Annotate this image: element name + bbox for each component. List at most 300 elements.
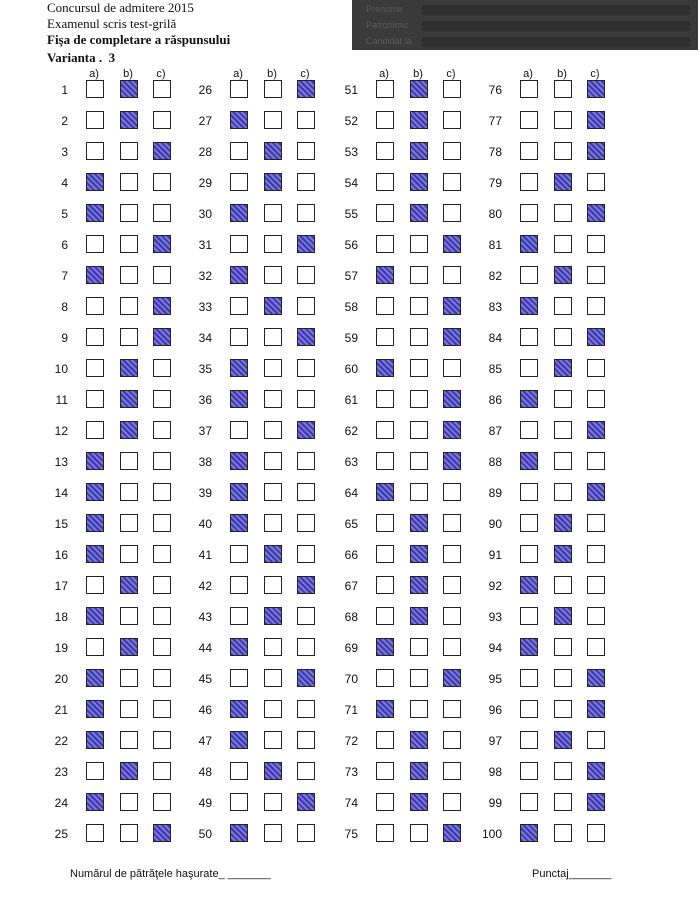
answer-checkbox-b[interactable] bbox=[554, 576, 572, 594]
answer-checkbox-a[interactable] bbox=[230, 576, 248, 594]
answer-checkbox-c[interactable] bbox=[587, 824, 605, 842]
answer-checkbox-b[interactable] bbox=[264, 824, 282, 842]
answer-checkbox-c[interactable] bbox=[153, 483, 171, 501]
answer-checkbox-c[interactable] bbox=[297, 266, 315, 284]
answer-checkbox-a[interactable] bbox=[86, 297, 104, 315]
answer-checkbox-c[interactable] bbox=[297, 452, 315, 470]
answer-checkbox-a[interactable] bbox=[86, 700, 104, 718]
answer-checkbox-c[interactable] bbox=[443, 204, 461, 222]
answer-checkbox-a[interactable] bbox=[86, 359, 104, 377]
answer-checkbox-a[interactable] bbox=[520, 359, 538, 377]
answer-checkbox-a[interactable] bbox=[230, 390, 248, 408]
answer-checkbox-c[interactable] bbox=[443, 452, 461, 470]
answer-checkbox-c[interactable] bbox=[153, 607, 171, 625]
answer-checkbox-b[interactable] bbox=[264, 762, 282, 780]
answer-checkbox-c[interactable] bbox=[443, 297, 461, 315]
answer-checkbox-a[interactable] bbox=[230, 328, 248, 346]
answer-checkbox-b[interactable] bbox=[264, 359, 282, 377]
answer-checkbox-b[interactable] bbox=[120, 111, 138, 129]
answer-checkbox-a[interactable] bbox=[520, 514, 538, 532]
answer-checkbox-b[interactable] bbox=[410, 80, 428, 98]
answer-checkbox-c[interactable] bbox=[297, 731, 315, 749]
answer-checkbox-a[interactable] bbox=[376, 576, 394, 594]
answer-checkbox-c[interactable] bbox=[443, 483, 461, 501]
answer-checkbox-b[interactable] bbox=[554, 80, 572, 98]
answer-checkbox-b[interactable] bbox=[264, 111, 282, 129]
answer-checkbox-b[interactable] bbox=[410, 545, 428, 563]
answer-checkbox-b[interactable] bbox=[410, 607, 428, 625]
answer-checkbox-b[interactable] bbox=[264, 142, 282, 160]
answer-checkbox-a[interactable] bbox=[520, 669, 538, 687]
answer-checkbox-a[interactable] bbox=[86, 793, 104, 811]
answer-checkbox-c[interactable] bbox=[587, 607, 605, 625]
answer-checkbox-b[interactable] bbox=[264, 638, 282, 656]
answer-checkbox-c[interactable] bbox=[587, 793, 605, 811]
answer-checkbox-b[interactable] bbox=[554, 204, 572, 222]
answer-checkbox-c[interactable] bbox=[587, 514, 605, 532]
answer-checkbox-a[interactable] bbox=[376, 452, 394, 470]
answer-checkbox-a[interactable] bbox=[230, 297, 248, 315]
answer-checkbox-b[interactable] bbox=[554, 173, 572, 191]
answer-checkbox-a[interactable] bbox=[376, 359, 394, 377]
answer-checkbox-a[interactable] bbox=[230, 793, 248, 811]
answer-checkbox-c[interactable] bbox=[443, 359, 461, 377]
answer-checkbox-b[interactable] bbox=[120, 142, 138, 160]
answer-checkbox-b[interactable] bbox=[264, 173, 282, 191]
answer-checkbox-b[interactable] bbox=[554, 266, 572, 284]
answer-checkbox-b[interactable] bbox=[554, 638, 572, 656]
answer-checkbox-a[interactable] bbox=[230, 452, 248, 470]
answer-checkbox-a[interactable] bbox=[86, 607, 104, 625]
answer-checkbox-b[interactable] bbox=[120, 204, 138, 222]
answer-checkbox-a[interactable] bbox=[376, 235, 394, 253]
answer-checkbox-b[interactable] bbox=[554, 700, 572, 718]
answer-checkbox-c[interactable] bbox=[297, 421, 315, 439]
answer-checkbox-a[interactable] bbox=[520, 700, 538, 718]
answer-checkbox-b[interactable] bbox=[120, 669, 138, 687]
answer-checkbox-c[interactable] bbox=[297, 545, 315, 563]
answer-checkbox-b[interactable] bbox=[264, 390, 282, 408]
answer-checkbox-c[interactable] bbox=[297, 607, 315, 625]
answer-checkbox-a[interactable] bbox=[230, 700, 248, 718]
answer-checkbox-a[interactable] bbox=[86, 731, 104, 749]
answer-checkbox-c[interactable] bbox=[153, 638, 171, 656]
answer-checkbox-a[interactable] bbox=[520, 421, 538, 439]
answer-checkbox-c[interactable] bbox=[297, 390, 315, 408]
answer-checkbox-a[interactable] bbox=[230, 731, 248, 749]
answer-checkbox-b[interactable] bbox=[554, 514, 572, 532]
answer-checkbox-b[interactable] bbox=[554, 421, 572, 439]
answer-checkbox-b[interactable] bbox=[120, 483, 138, 501]
answer-checkbox-b[interactable] bbox=[264, 607, 282, 625]
answer-checkbox-c[interactable] bbox=[443, 173, 461, 191]
answer-checkbox-a[interactable] bbox=[520, 824, 538, 842]
answer-checkbox-b[interactable] bbox=[120, 421, 138, 439]
answer-checkbox-c[interactable] bbox=[443, 390, 461, 408]
answer-checkbox-b[interactable] bbox=[264, 483, 282, 501]
answer-checkbox-b[interactable] bbox=[120, 576, 138, 594]
answer-checkbox-a[interactable] bbox=[230, 669, 248, 687]
answer-checkbox-c[interactable] bbox=[587, 297, 605, 315]
answer-checkbox-c[interactable] bbox=[443, 514, 461, 532]
answer-checkbox-b[interactable] bbox=[554, 297, 572, 315]
answer-checkbox-a[interactable] bbox=[520, 297, 538, 315]
answer-checkbox-a[interactable] bbox=[86, 824, 104, 842]
answer-checkbox-a[interactable] bbox=[230, 607, 248, 625]
answer-checkbox-b[interactable] bbox=[554, 762, 572, 780]
answer-checkbox-a[interactable] bbox=[376, 390, 394, 408]
answer-checkbox-c[interactable] bbox=[443, 762, 461, 780]
answer-checkbox-c[interactable] bbox=[587, 359, 605, 377]
answer-checkbox-c[interactable] bbox=[297, 204, 315, 222]
answer-checkbox-a[interactable] bbox=[376, 80, 394, 98]
answer-checkbox-c[interactable] bbox=[443, 111, 461, 129]
answer-checkbox-c[interactable] bbox=[587, 142, 605, 160]
answer-checkbox-b[interactable] bbox=[120, 266, 138, 284]
answer-checkbox-c[interactable] bbox=[297, 483, 315, 501]
answer-checkbox-a[interactable] bbox=[86, 514, 104, 532]
answer-checkbox-c[interactable] bbox=[443, 235, 461, 253]
answer-checkbox-a[interactable] bbox=[520, 142, 538, 160]
answer-checkbox-b[interactable] bbox=[410, 359, 428, 377]
answer-checkbox-c[interactable] bbox=[153, 700, 171, 718]
answer-checkbox-b[interactable] bbox=[554, 824, 572, 842]
answer-checkbox-b[interactable] bbox=[554, 390, 572, 408]
answer-checkbox-c[interactable] bbox=[443, 266, 461, 284]
answer-checkbox-b[interactable] bbox=[554, 359, 572, 377]
answer-checkbox-b[interactable] bbox=[120, 545, 138, 563]
answer-checkbox-b[interactable] bbox=[264, 204, 282, 222]
answer-checkbox-a[interactable] bbox=[520, 793, 538, 811]
answer-checkbox-a[interactable] bbox=[376, 483, 394, 501]
answer-checkbox-c[interactable] bbox=[153, 669, 171, 687]
answer-checkbox-c[interactable] bbox=[297, 700, 315, 718]
answer-checkbox-c[interactable] bbox=[297, 297, 315, 315]
answer-checkbox-c[interactable] bbox=[297, 514, 315, 532]
answer-checkbox-c[interactable] bbox=[297, 111, 315, 129]
answer-checkbox-a[interactable] bbox=[230, 204, 248, 222]
answer-checkbox-b[interactable] bbox=[264, 545, 282, 563]
answer-checkbox-a[interactable] bbox=[376, 700, 394, 718]
answer-checkbox-c[interactable] bbox=[587, 638, 605, 656]
answer-checkbox-b[interactable] bbox=[554, 545, 572, 563]
answer-checkbox-c[interactable] bbox=[587, 266, 605, 284]
answer-checkbox-b[interactable] bbox=[264, 421, 282, 439]
answer-checkbox-b[interactable] bbox=[120, 700, 138, 718]
answer-checkbox-a[interactable] bbox=[230, 235, 248, 253]
answer-checkbox-a[interactable] bbox=[86, 545, 104, 563]
answer-checkbox-b[interactable] bbox=[120, 235, 138, 253]
answer-checkbox-c[interactable] bbox=[153, 297, 171, 315]
answer-checkbox-a[interactable] bbox=[376, 297, 394, 315]
answer-checkbox-b[interactable] bbox=[264, 731, 282, 749]
answer-checkbox-b[interactable] bbox=[410, 483, 428, 501]
answer-checkbox-c[interactable] bbox=[297, 824, 315, 842]
answer-checkbox-c[interactable] bbox=[153, 235, 171, 253]
answer-checkbox-b[interactable] bbox=[554, 452, 572, 470]
answer-checkbox-c[interactable] bbox=[297, 359, 315, 377]
answer-checkbox-c[interactable] bbox=[587, 390, 605, 408]
answer-checkbox-a[interactable] bbox=[86, 762, 104, 780]
answer-checkbox-b[interactable] bbox=[410, 452, 428, 470]
answer-checkbox-c[interactable] bbox=[153, 576, 171, 594]
answer-checkbox-c[interactable] bbox=[587, 235, 605, 253]
answer-checkbox-a[interactable] bbox=[86, 204, 104, 222]
answer-checkbox-c[interactable] bbox=[153, 390, 171, 408]
answer-checkbox-c[interactable] bbox=[153, 793, 171, 811]
answer-checkbox-c[interactable] bbox=[297, 576, 315, 594]
answer-checkbox-c[interactable] bbox=[443, 80, 461, 98]
answer-checkbox-b[interactable] bbox=[120, 80, 138, 98]
answer-checkbox-a[interactable] bbox=[376, 793, 394, 811]
answer-checkbox-a[interactable] bbox=[86, 390, 104, 408]
answer-checkbox-c[interactable] bbox=[443, 142, 461, 160]
answer-checkbox-b[interactable] bbox=[410, 762, 428, 780]
answer-checkbox-a[interactable] bbox=[230, 638, 248, 656]
answer-checkbox-c[interactable] bbox=[587, 80, 605, 98]
answer-checkbox-a[interactable] bbox=[520, 731, 538, 749]
answer-checkbox-c[interactable] bbox=[153, 204, 171, 222]
answer-checkbox-b[interactable] bbox=[264, 80, 282, 98]
answer-checkbox-b[interactable] bbox=[410, 328, 428, 346]
answer-checkbox-a[interactable] bbox=[520, 204, 538, 222]
answer-checkbox-b[interactable] bbox=[264, 328, 282, 346]
answer-checkbox-a[interactable] bbox=[86, 173, 104, 191]
answer-checkbox-c[interactable] bbox=[587, 669, 605, 687]
answer-checkbox-b[interactable] bbox=[120, 173, 138, 191]
answer-checkbox-a[interactable] bbox=[520, 266, 538, 284]
answer-checkbox-c[interactable] bbox=[153, 452, 171, 470]
answer-checkbox-b[interactable] bbox=[554, 328, 572, 346]
answer-checkbox-a[interactable] bbox=[520, 607, 538, 625]
answer-checkbox-c[interactable] bbox=[587, 328, 605, 346]
answer-checkbox-b[interactable] bbox=[120, 638, 138, 656]
answer-checkbox-c[interactable] bbox=[153, 266, 171, 284]
answer-checkbox-b[interactable] bbox=[120, 452, 138, 470]
answer-checkbox-a[interactable] bbox=[86, 483, 104, 501]
answer-checkbox-a[interactable] bbox=[376, 173, 394, 191]
answer-checkbox-a[interactable] bbox=[230, 111, 248, 129]
answer-checkbox-a[interactable] bbox=[230, 421, 248, 439]
answer-checkbox-b[interactable] bbox=[410, 235, 428, 253]
answer-checkbox-b[interactable] bbox=[120, 793, 138, 811]
answer-checkbox-b[interactable] bbox=[264, 669, 282, 687]
answer-checkbox-a[interactable] bbox=[86, 669, 104, 687]
answer-checkbox-a[interactable] bbox=[86, 111, 104, 129]
answer-checkbox-b[interactable] bbox=[264, 235, 282, 253]
answer-checkbox-a[interactable] bbox=[520, 638, 538, 656]
answer-checkbox-c[interactable] bbox=[587, 700, 605, 718]
answer-checkbox-b[interactable] bbox=[410, 297, 428, 315]
answer-checkbox-b[interactable] bbox=[554, 235, 572, 253]
answer-checkbox-b[interactable] bbox=[410, 576, 428, 594]
answer-checkbox-a[interactable] bbox=[376, 328, 394, 346]
answer-checkbox-b[interactable] bbox=[410, 111, 428, 129]
answer-checkbox-a[interactable] bbox=[520, 452, 538, 470]
answer-checkbox-b[interactable] bbox=[554, 669, 572, 687]
answer-checkbox-b[interactable] bbox=[120, 297, 138, 315]
answer-checkbox-c[interactable] bbox=[153, 762, 171, 780]
answer-checkbox-c[interactable] bbox=[153, 359, 171, 377]
answer-checkbox-a[interactable] bbox=[376, 111, 394, 129]
answer-checkbox-b[interactable] bbox=[554, 731, 572, 749]
answer-checkbox-b[interactable] bbox=[410, 514, 428, 532]
answer-checkbox-b[interactable] bbox=[264, 793, 282, 811]
answer-checkbox-c[interactable] bbox=[587, 111, 605, 129]
answer-checkbox-b[interactable] bbox=[554, 793, 572, 811]
answer-checkbox-c[interactable] bbox=[443, 607, 461, 625]
answer-checkbox-c[interactable] bbox=[443, 421, 461, 439]
answer-checkbox-c[interactable] bbox=[297, 142, 315, 160]
answer-checkbox-a[interactable] bbox=[86, 638, 104, 656]
answer-checkbox-a[interactable] bbox=[376, 638, 394, 656]
answer-checkbox-a[interactable] bbox=[230, 514, 248, 532]
answer-checkbox-b[interactable] bbox=[120, 607, 138, 625]
answer-checkbox-a[interactable] bbox=[376, 545, 394, 563]
answer-checkbox-a[interactable] bbox=[520, 173, 538, 191]
answer-checkbox-c[interactable] bbox=[297, 235, 315, 253]
answer-checkbox-b[interactable] bbox=[120, 514, 138, 532]
answer-checkbox-a[interactable] bbox=[520, 762, 538, 780]
answer-checkbox-b[interactable] bbox=[410, 793, 428, 811]
answer-checkbox-b[interactable] bbox=[410, 173, 428, 191]
answer-checkbox-a[interactable] bbox=[520, 483, 538, 501]
answer-checkbox-b[interactable] bbox=[120, 731, 138, 749]
answer-checkbox-a[interactable] bbox=[520, 545, 538, 563]
answer-checkbox-c[interactable] bbox=[297, 328, 315, 346]
answer-checkbox-b[interactable] bbox=[554, 142, 572, 160]
answer-checkbox-c[interactable] bbox=[297, 793, 315, 811]
answer-checkbox-a[interactable] bbox=[520, 235, 538, 253]
answer-checkbox-b[interactable] bbox=[264, 576, 282, 594]
answer-checkbox-a[interactable] bbox=[376, 824, 394, 842]
answer-checkbox-a[interactable] bbox=[376, 607, 394, 625]
answer-checkbox-c[interactable] bbox=[443, 731, 461, 749]
answer-checkbox-b[interactable] bbox=[410, 669, 428, 687]
answer-checkbox-b[interactable] bbox=[410, 421, 428, 439]
answer-checkbox-c[interactable] bbox=[153, 142, 171, 160]
answer-checkbox-a[interactable] bbox=[376, 204, 394, 222]
answer-checkbox-c[interactable] bbox=[153, 545, 171, 563]
answer-checkbox-c[interactable] bbox=[153, 173, 171, 191]
answer-checkbox-a[interactable] bbox=[520, 576, 538, 594]
answer-checkbox-a[interactable] bbox=[376, 421, 394, 439]
answer-checkbox-b[interactable] bbox=[264, 700, 282, 718]
answer-checkbox-c[interactable] bbox=[153, 80, 171, 98]
answer-checkbox-c[interactable] bbox=[587, 545, 605, 563]
answer-checkbox-b[interactable] bbox=[410, 204, 428, 222]
answer-checkbox-b[interactable] bbox=[264, 297, 282, 315]
answer-checkbox-a[interactable] bbox=[376, 731, 394, 749]
answer-checkbox-c[interactable] bbox=[587, 762, 605, 780]
answer-checkbox-b[interactable] bbox=[120, 762, 138, 780]
answer-checkbox-a[interactable] bbox=[86, 80, 104, 98]
answer-checkbox-c[interactable] bbox=[443, 793, 461, 811]
answer-checkbox-c[interactable] bbox=[297, 80, 315, 98]
answer-checkbox-b[interactable] bbox=[554, 111, 572, 129]
answer-checkbox-c[interactable] bbox=[587, 173, 605, 191]
answer-checkbox-a[interactable] bbox=[520, 111, 538, 129]
answer-checkbox-a[interactable] bbox=[230, 824, 248, 842]
answer-checkbox-b[interactable] bbox=[120, 824, 138, 842]
answer-checkbox-a[interactable] bbox=[230, 266, 248, 284]
answer-checkbox-b[interactable] bbox=[264, 266, 282, 284]
answer-checkbox-a[interactable] bbox=[376, 142, 394, 160]
answer-checkbox-a[interactable] bbox=[86, 235, 104, 253]
answer-checkbox-a[interactable] bbox=[86, 421, 104, 439]
answer-checkbox-b[interactable] bbox=[410, 731, 428, 749]
answer-checkbox-a[interactable] bbox=[520, 328, 538, 346]
answer-checkbox-b[interactable] bbox=[554, 483, 572, 501]
answer-checkbox-a[interactable] bbox=[86, 266, 104, 284]
answer-checkbox-b[interactable] bbox=[410, 142, 428, 160]
answer-checkbox-c[interactable] bbox=[443, 824, 461, 842]
answer-checkbox-b[interactable] bbox=[264, 452, 282, 470]
answer-checkbox-b[interactable] bbox=[120, 359, 138, 377]
answer-checkbox-c[interactable] bbox=[153, 731, 171, 749]
answer-checkbox-a[interactable] bbox=[230, 762, 248, 780]
answer-checkbox-c[interactable] bbox=[587, 204, 605, 222]
answer-checkbox-c[interactable] bbox=[297, 638, 315, 656]
answer-checkbox-a[interactable] bbox=[230, 80, 248, 98]
answer-checkbox-c[interactable] bbox=[587, 421, 605, 439]
answer-checkbox-b[interactable] bbox=[410, 700, 428, 718]
answer-checkbox-a[interactable] bbox=[86, 142, 104, 160]
answer-checkbox-c[interactable] bbox=[297, 669, 315, 687]
answer-checkbox-b[interactable] bbox=[554, 607, 572, 625]
answer-checkbox-a[interactable] bbox=[376, 762, 394, 780]
answer-checkbox-c[interactable] bbox=[153, 421, 171, 439]
answer-checkbox-a[interactable] bbox=[86, 328, 104, 346]
answer-checkbox-a[interactable] bbox=[376, 266, 394, 284]
answer-checkbox-a[interactable] bbox=[230, 359, 248, 377]
answer-checkbox-a[interactable] bbox=[230, 545, 248, 563]
answer-checkbox-a[interactable] bbox=[520, 390, 538, 408]
answer-checkbox-c[interactable] bbox=[443, 328, 461, 346]
answer-checkbox-c[interactable] bbox=[297, 762, 315, 780]
answer-checkbox-c[interactable] bbox=[153, 111, 171, 129]
answer-checkbox-a[interactable] bbox=[376, 669, 394, 687]
answer-checkbox-c[interactable] bbox=[297, 173, 315, 191]
answer-checkbox-b[interactable] bbox=[120, 328, 138, 346]
answer-checkbox-c[interactable] bbox=[153, 328, 171, 346]
answer-checkbox-c[interactable] bbox=[443, 576, 461, 594]
answer-checkbox-c[interactable] bbox=[587, 483, 605, 501]
answer-checkbox-a[interactable] bbox=[376, 514, 394, 532]
answer-checkbox-a[interactable] bbox=[230, 483, 248, 501]
answer-checkbox-b[interactable] bbox=[264, 514, 282, 532]
answer-checkbox-c[interactable] bbox=[587, 452, 605, 470]
answer-checkbox-a[interactable] bbox=[230, 173, 248, 191]
answer-checkbox-b[interactable] bbox=[410, 638, 428, 656]
answer-checkbox-c[interactable] bbox=[443, 669, 461, 687]
answer-checkbox-c[interactable] bbox=[443, 700, 461, 718]
answer-checkbox-c[interactable] bbox=[153, 824, 171, 842]
answer-checkbox-c[interactable] bbox=[443, 545, 461, 563]
answer-checkbox-b[interactable] bbox=[410, 266, 428, 284]
answer-checkbox-b[interactable] bbox=[410, 390, 428, 408]
answer-checkbox-c[interactable] bbox=[587, 731, 605, 749]
answer-checkbox-a[interactable] bbox=[520, 80, 538, 98]
answer-checkbox-c[interactable] bbox=[443, 638, 461, 656]
answer-checkbox-c[interactable] bbox=[153, 514, 171, 532]
answer-checkbox-c[interactable] bbox=[587, 576, 605, 594]
answer-checkbox-a[interactable] bbox=[86, 452, 104, 470]
answer-checkbox-a[interactable] bbox=[86, 576, 104, 594]
answer-checkbox-b[interactable] bbox=[120, 390, 138, 408]
answer-checkbox-b[interactable] bbox=[410, 824, 428, 842]
answer-checkbox-a[interactable] bbox=[230, 142, 248, 160]
